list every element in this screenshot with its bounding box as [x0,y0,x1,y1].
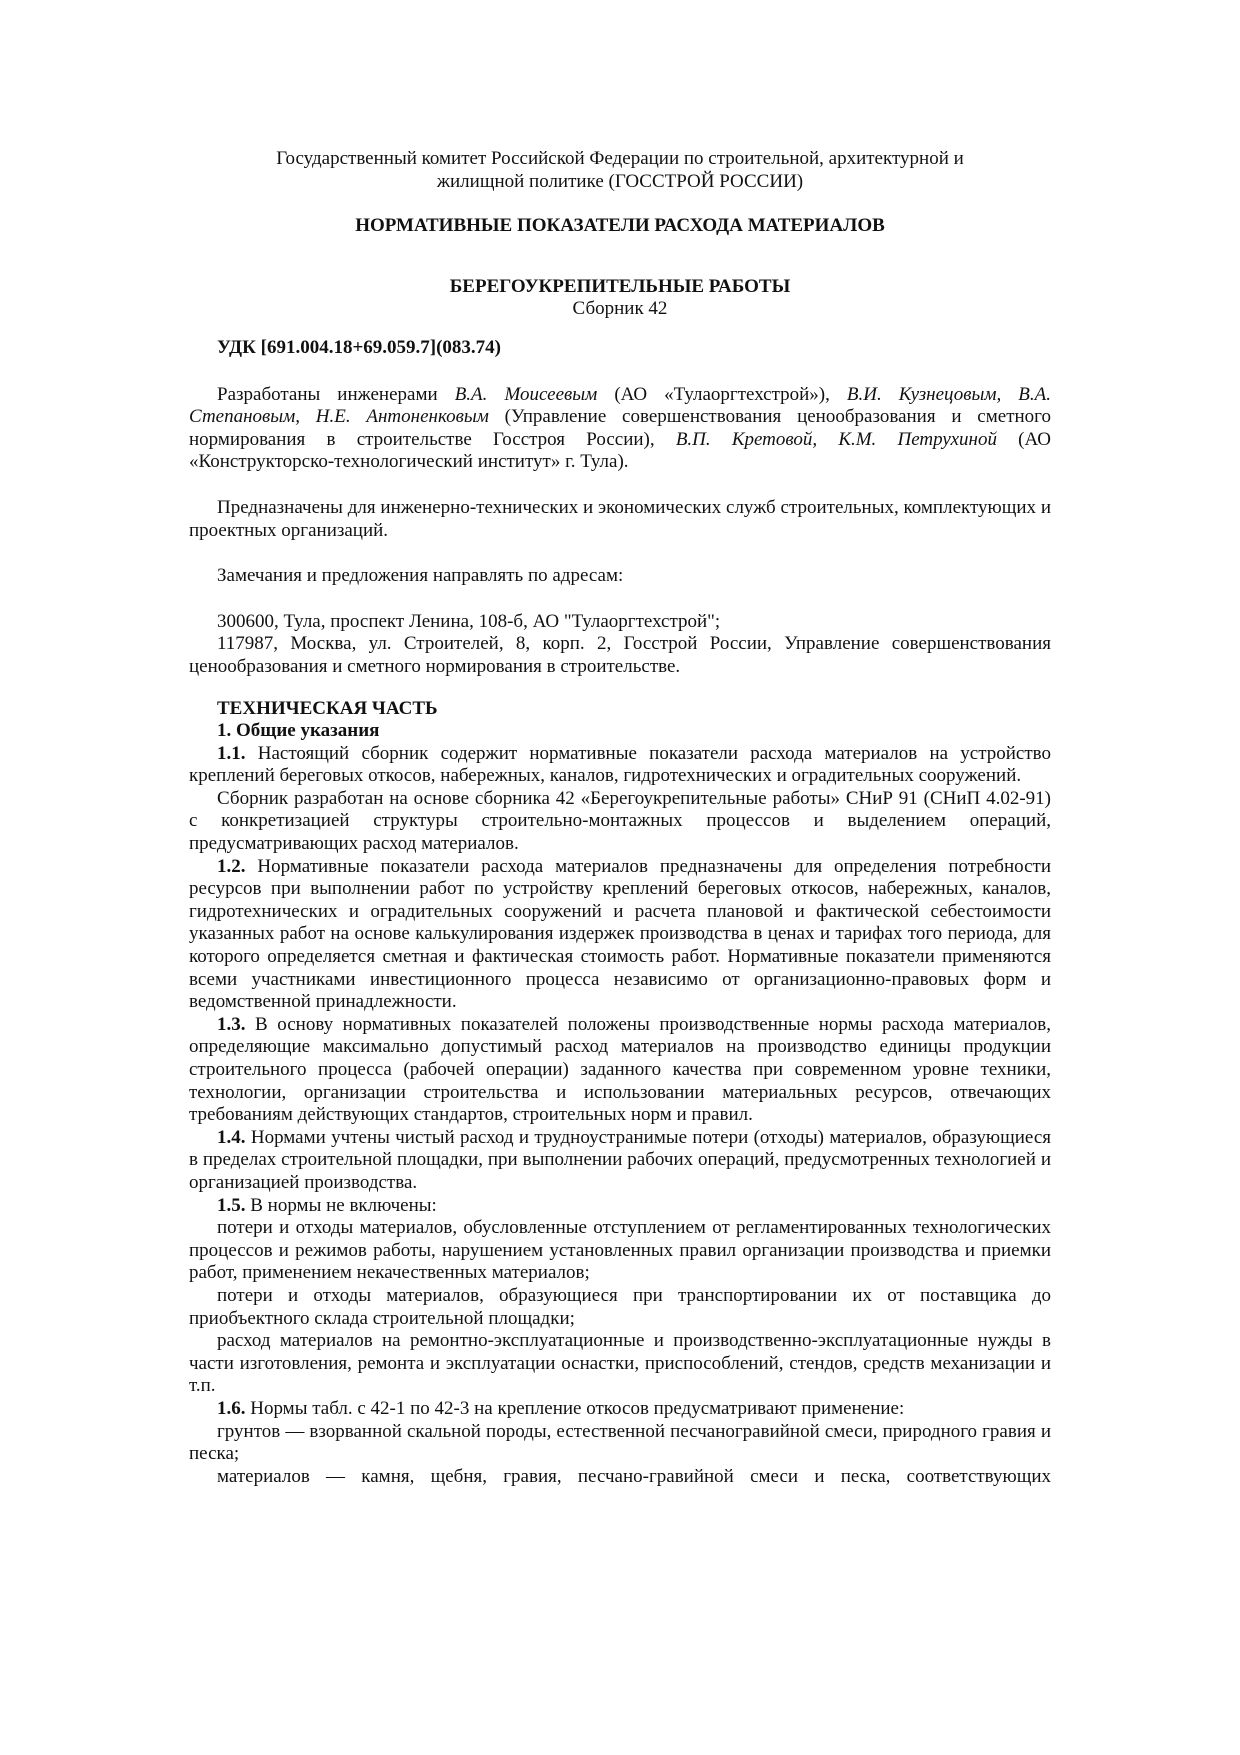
address-2: 117987, Москва, ул. Строителей, 8, корп. 2, Госстрой России, Управление совершенствования ценообразования и сметного нормирования в строительстве. [189,633,1051,677]
clause-1-1-continued: Сборник разработан на основе сборника 42 «Берегоукрепительные работы» СНиР 91 (СНиП 4.02-91) с конкретизацией структуры строительно-монтажных процессов и выделением операций, предусматривающих расход материалов. [189,787,1051,855]
clause-1-4 [189,1127,1051,1195]
clause-number: 1.4. [217,1126,246,1148]
udc-code: УДК [691.004.18+69.059.7](083.74) [217,336,502,358]
collection-number: Сборник 42 [572,298,668,320]
address-1: 300600, Тула, проспект Ленина, 108-б, АО "Тулаоргтехстрой"; [217,610,721,632]
clause-text: Нормативные показатели расхода материалов предназначены для определения потребности ресурсов при выполнении работ по устройству креплений береговых откосов, набережных, каналов, гидротехнических и оградительных сооружений и расчета плановой и фактической себестоимости указанных работ на основе калькулирования издержек производства в ценах и тарифах того периода, для которого определяется сметная и фактическая стоимость работ. Нормативные показатели применяются всеми участниками инвестиционного процесса независимо от организационно-правовых форм и ведомственной принадлежности. [189,855,1051,1013]
clause-number: 1.5. [217,1194,246,1216]
clause-1-5-item-c: расход материалов на ремонтно-эксплуатационные и производственно-эксплуатационные нужды в части изготовления, ремонта и эксплуатации оснастки, приспособлений, стендов, средств механизации и т.п. [189,1330,1051,1397]
developers-text-2: (АО «Тулаоргтехстрой»), [597,383,847,405]
clause-1-6-item-b: материалов — камня, щебня, гравия, песчано-гравийной смеси и песка, соответствующих [217,1465,1051,1487]
developer-name-1: В.А. Моисеевым [454,383,598,405]
clause-number: 1.1. [217,742,246,764]
clause-1-3 [189,1014,1051,1127]
developers-text-1: Разработаны инженерами [217,383,455,405]
technical-part-heading: ТЕХНИЧЕСКАЯ ЧАСТЬ [217,697,438,719]
document-page [189,148,1051,1488]
clause-text: В нормы не включены: [245,1194,437,1216]
clause-1-5-item-a: потери и отходы материалов, обусловленные отступлением от регламентированных технологических процессов и режимов работы, нарушением установленных правил организации производства и приемки работ, применением некачественных материалов; [189,1217,1051,1284]
clause-text: Нормы табл. с 42-1 по 42-3 на крепление откосов предусматривают применение: [245,1397,905,1419]
developers-text-3: (Управление совершенствования ценообразования и сметного нормирования в строительстве Госстроя России), [189,406,1051,450]
clause-1-6 [189,1398,1051,1421]
document-title: НОРМАТИВНЫЕ ПОКАЗАТЕЛИ РАСХОДА МАТЕРИАЛОВ [355,215,885,237]
committee-line-1: Государственный комитет Российской Федерации по строительной, архитектурной и [276,148,964,169]
clause-1-6-item-a: грунтов — взорванной скальной породы, естественной песчаногравийной смеси, природного гравия и песка; [189,1420,1051,1465]
clause-text: В основу нормативных показателей положены производственные нормы расхода материалов, определяющие максимально допустимый расход материалов на производство единицы продукции строительного процесса (рабочей операции) заданного качества при современном уровне техники, технологии, организации строительства и использовании материальных ресурсов, отвечающих требованиям действующих стандартов, строительных норм и правил. [189,1013,1051,1126]
committee-line-2: жилищной политике (ГОССТРОЙ РОССИИ) [436,170,804,192]
clause-1-1 [189,743,1051,788]
clause-number: 1.3. [217,1013,246,1035]
clause-1-5 [189,1195,1051,1218]
clause-number: 1.6. [217,1397,246,1419]
clause-number: 1.2. [217,855,246,877]
document-subtitle: БЕРЕГОУКРЕПИТЕЛЬНЫЕ РАБОТЫ [449,275,791,297]
developer-names-3: В.П. Кретовой, К.М. Петрухиной [675,428,997,450]
clause-text: Настоящий сборник содержит нормативные показатели расхода материалов на устройство креплений береговых откосов, набережных, каналов, гидротехнических и оградительных сооружений. [189,742,1051,787]
remarks-paragraph: Замечания и предложения направлять по адресам: [217,565,624,587]
developers-paragraph [189,384,1051,474]
developer-names-2: В.И. Кузнецовым, В.А. Степановым, Н.Е. Антоненковым [189,383,1051,428]
developers-text-4: (АО «Конструкторско-технологический институт» г. Тула). [189,428,1051,473]
committee-name [189,148,1051,193]
clause-text: Нормами учтены чистый расход и трудноустранимые потери (отходы) материалов, образующиеся в пределах строительной площадки, при выполнении рабочих операций, предусмотренных технологией и организацией производства. [189,1126,1051,1193]
section-1-heading: 1. Общие указания [217,720,380,742]
clause-1-5-item-b: потери и отходы материалов, образующиеся при транспортировании их от поставщика до приобъектного склада строительной площадки; [189,1284,1051,1329]
clause-1-2 [189,856,1051,1014]
intended-paragraph: Предназначены для инженерно-технических и экономических служб строительных, комплектующих и проектных организаций. [189,496,1051,541]
